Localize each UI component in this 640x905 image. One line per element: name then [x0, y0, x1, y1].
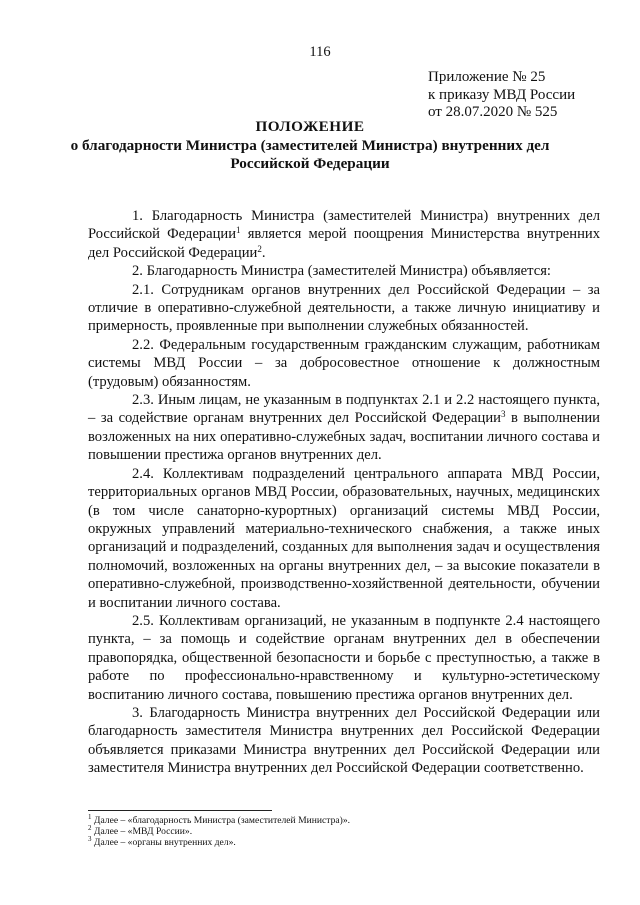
title-heading: ПОЛОЖЕНИЕ	[255, 118, 365, 135]
paragraph-2-1: 2.1. Сотрудникам органов внутренних дел Российской Федерации – за отличие в оперативно-служебной деятельности, а также личную инициативу и примерность, проявленные при выполнении служебных обязанностей.	[88, 281, 600, 335]
footnote-3: $^3$ Далее – «органы внутренних дел».	[88, 835, 236, 849]
footnote-ref-3: 3	[500, 409, 506, 420]
paragraph-2-5: 2.5. Коллективам организаций, не указанным в подпункте 2.4 настоящего пункта, – за помощь и содействие органам внутренних дел в обеспечении правопорядка, общественной безопасности и борьбе с преступностью, а также в работе по профессионально-нравственному и культурно-эстетическому воспитанию личного состава, повышению престижа органов внутренних дел.	[88, 612, 600, 703]
footnote-ref-2: 2	[257, 243, 262, 254]
document-title	[60, 118, 560, 174]
title-subtitle: о благодарности Министра (заместителей Министра) внутренних дел Российской Федерации	[70, 136, 550, 172]
paragraph-2-2: 2.2. Федеральным государственным гражданским служащим, работникам системы МВД России – за добросовестное отношение к должностным (трудовым) обязанностям.	[88, 336, 600, 390]
paragraph-3: 3. Благодарность Министра внутренних дел Российской Федерации или благодарность заместителя Министра внутренних дел Российской Федерации объявляется приказами Министра внутренних дел Российской Федерации или заместителя Министра внутренних дел Российской Федерации соответственно.	[88, 704, 600, 777]
footnote-divider	[88, 810, 272, 811]
paragraph-2: 2. Благодарность Министра (заместителей Министра) объявляется:	[132, 263, 551, 280]
document-body	[88, 207, 600, 778]
footnote-ref-1: 1	[236, 225, 241, 236]
footnote-2: $^2$ Далее – «МВД России».	[88, 824, 193, 838]
paragraph-2-4: 2.4. Коллективам подразделений центрального аппарата МВД России, территориальных органов МВД России, образовательных, научных, медицинских (в том числе санаторно-курортных) организаций системы МВД России, окружных управлений материально-технического снабжения, а также иных организаций и подразделений, созданных для выполнения задач и осуществления полномочий, возложенных на органы внутренних дел, – за высокие показатели в оперативно-служебной, производственно-хозяйственной деятельности, обучении и воспитании личного состава.	[88, 465, 600, 611]
footnotes	[88, 815, 350, 849]
page-number: 116	[309, 44, 331, 60]
appendix-block	[428, 69, 575, 122]
appendix-line-1: Приложение № 25	[428, 69, 546, 85]
paragraph-1: 1. Благодарность Министра (заместителей Министра) внутренних дел Российской Федерации$^1$ является мерой поощрения Министерства внутренних дел Российской Федерации$^2$.	[88, 208, 600, 261]
appendix-line-3: от 28.07.2020 № 525	[428, 104, 558, 120]
appendix-line-2: к приказу МВД России	[428, 86, 576, 103]
footnote-1: $^1$ Далее – «благодарность Министра (заместителей Министра)».	[88, 813, 351, 826]
paragraph-2-3: 2.3. Иным лицам, не указанным в подпунктах 2.1 и 2.2 настоящего пункта, – за содействие органам внутренних дел Российской Федерации$^3$ в выполнении возложенных на них оперативно-служебных задач, воспитании личного состава и повышении престижа органов внутренних дел.	[88, 392, 600, 464]
